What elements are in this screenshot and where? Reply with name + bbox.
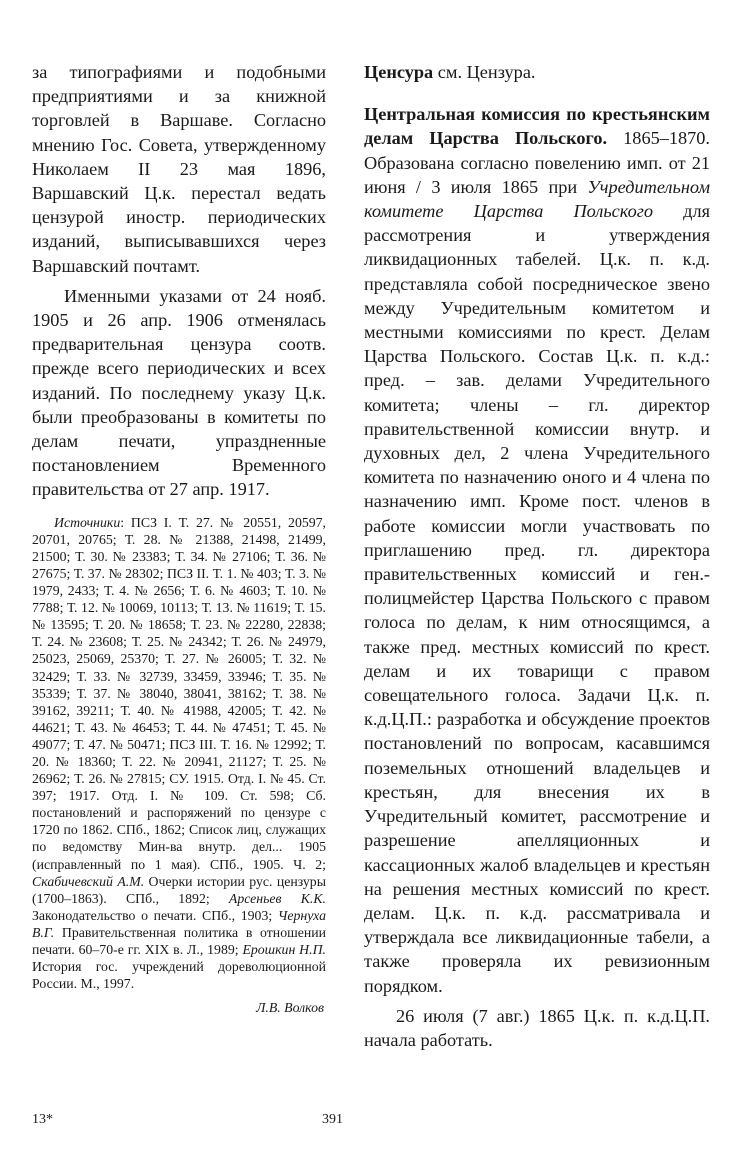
sources-author-4: Ерошкин Н.П. bbox=[242, 942, 326, 957]
sources-author-1: Скабичевский А.М. bbox=[32, 873, 145, 889]
left-column bbox=[32, 60, 326, 1016]
sources-text-1: : ПСЗ I. Т. 27. № 20551, 20597, 20701, 20765; Т. 28. № 21388, 21498, 21499, 21500; Т. 30. № 23383; Т. 34. № 27106; Т. 36. № 27675; Т. 37. № 28302; ПСЗ II. Т. 1. № 403; Т. 3. № 1979, 2433; Т. 4. № 2656; Т. 6. № 4603; Т. 10. № 7788; Т. 12. № 10069, 10113; Т. 13. № 11619; Т. 15. № 13595; Т. 20. № 18658; Т. 23. № 22280, 22838; Т. 24. № 23608; Т. 25. № 24342; Т. 26. № 24979, 25023, 25069, 25370; Т. 27. № 26005; Т. 32. № 32429; Т. 33. № 32739, 33459, 33946; Т. 35. № 35339; Т. 37. № 38040, 38041, 38162; Т. 38. № 39162, 39211; Т. 40. № 41988, 42005; Т. 42. № 44621; Т. 43. № 46453; Т. 44. № 47451; Т. 45. № 49077; Т. 47. № 50471; ПСЗ III. Т. 16. № 12992; Т. 20. № 18360; Т. 22. № 20941, 21127; Т. 25. № 26962; Т. 26. № 27815; СУ. 1915. Отд. I. № 45. Ст. 397; 1917. Отд. I. № 109. Ст. 598; Сб. постановлений и распоряжений по цензуре с 1720 по 1862. СПб., 1862; Список лиц, служащих по ведомству Мин-ва внутр. дел... 1905 (исправленный по 1 мая). СПб., 1905. Ч. 2; bbox=[32, 514, 326, 872]
article-author-signature: Л.В. Волков bbox=[256, 1000, 324, 1016]
cross-reference-term: Ценсура bbox=[364, 62, 434, 82]
right-column bbox=[364, 60, 710, 1058]
entry-paragraph-1 bbox=[364, 102, 710, 998]
entry-text-a: 1865–1870. Образована согласно повелению имп. от 21 июня / 3 июля 1865 при bbox=[364, 128, 710, 197]
entry-title: Центральная комиссия по крестьянским делам Царства Польского. bbox=[364, 104, 710, 149]
spacer bbox=[364, 90, 710, 102]
sources-text-3: Законодательство о печати. СПб., 1903; bbox=[32, 907, 278, 923]
sources-author-3: Чернуха В.Г. bbox=[32, 907, 326, 940]
entry-italic-reference: Учредительном комитете Царства Польского bbox=[364, 176, 710, 222]
sources-label: Источники bbox=[54, 514, 121, 530]
left-paragraph-1: за типографиями и подобными предприятиями и за книжной торговлей в Варшаве. Согласно мнению Гос. Совета, утвержденному Николаем II 23 мая 1896, Варшавский Ц.к. перестал ведать цензурой иностр. периодических изданий, выписывавшихся через Варшавский почтамт. bbox=[32, 62, 326, 276]
left-paragraph-2: Именными указами от 24 нояб. 1905 и 26 апр. 1906 отменялась предварительная цензура соотв. прежде всего периодических и всех изданий. По последнему указу Ц.к. были преобразованы в комитеты по делам печати, упраздненные постановлением Временного правительства от 27 апр. 1917. bbox=[32, 285, 326, 500]
entry-text-b: для рассмотрения и утверждения ликвидационных табелей. Ц.к. п. к.д. представляла собой посредническое звено между Учредительным комитетом и местными комиссиями по крест. Делам Царства Польского. Состав Ц.к. п. к.д.: пред. – зав. делами Учредительного комитета; члены – гл. директор правительственной комиссии внутр. и духовных дел, 2 члена Учредительного комитета по назначению оного и 4 члена по назначению имп. Кроме пост. членов в работе комиссии могли участвовать по приглашению пред. гл. директора правительственных комиссий и ген.-полицмейстер Царства Польского с правом голоса по делам, к ним относящимся, а также пред. местных комиссий по крест. делам и их товарищи с правом совещательного голоса. Задачи Ц.к. п. к.д.Ц.П.: разработка и обсуждение проектов постановлений по вопросам, касавшимся поземельных отношений владельцев и крестьян, для внесения их в Учредительный комитет, рассмотрение и разрешение апелляционных и кассационных жалоб владельцев и крестьян на решения местных комиссий по крест. делам. Ц.к. п. к.д. рассматривала и утверждала все ликвидационные табели, а также проверяла их ревизионным порядком. bbox=[364, 201, 710, 996]
printer-signature-mark: 13* bbox=[32, 1112, 53, 1127]
sources-text-5: История гос. учреждений дореволюционной России. М., 1997. bbox=[32, 959, 326, 992]
sources-author-2: Арсеньев К.К. bbox=[228, 890, 326, 906]
page-number: 391 bbox=[322, 1112, 343, 1127]
sources-text-2: Очерки истории рус. цензуры (1700–1863). СПб., 1892; bbox=[32, 873, 326, 906]
entry-paragraph-2: 26 июля (7 авг.) 1865 Ц.к. п. к.д.Ц.П. начала работать. bbox=[364, 1005, 710, 1050]
sources-block bbox=[32, 514, 326, 993]
sources-text-4: Правительственная политика в отношении печати. 60–70-е гг. XIX в. Л., 1989; bbox=[32, 924, 326, 957]
cross-reference-entry bbox=[364, 60, 710, 84]
cross-reference-target: см. Цензура. bbox=[433, 62, 536, 82]
